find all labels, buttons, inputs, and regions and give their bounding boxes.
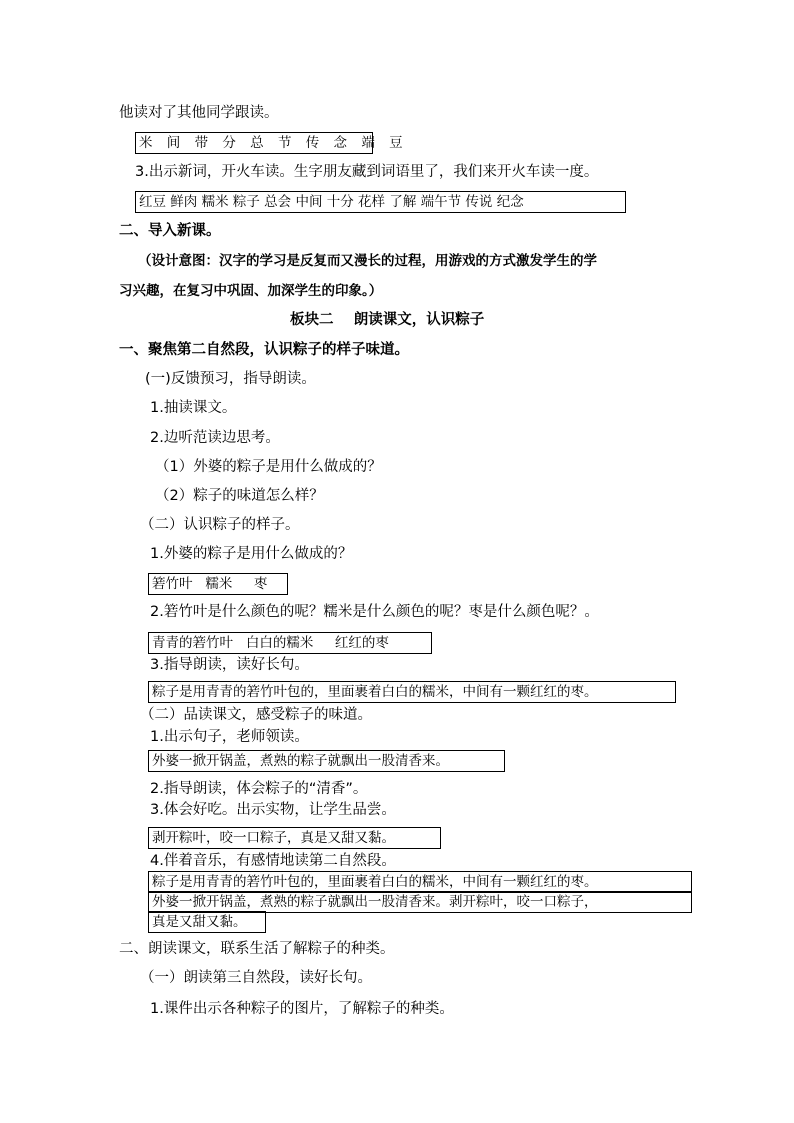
text-line: 他读对了其他同学跟读。	[119, 105, 279, 121]
text-line: 1.出示句子，老师领读。	[150, 729, 309, 745]
text-line: 2.边听范读边思考。	[150, 430, 280, 446]
word-box: 箬竹叶 糯米 枣	[148, 573, 288, 595]
sentence-box: 外婆一掀开锅盖，煮熟的粽子就飘出一股清香来。	[148, 750, 505, 772]
text-line: (一)反馈预习，指导朗读。	[145, 371, 316, 387]
text-line: （二）品读课文，感受粽子的味道。	[140, 707, 372, 723]
text-line: （1）外婆的粽子是用什么做成的？	[155, 459, 382, 475]
text-line: 3.指导朗读，读好长句。	[150, 657, 309, 673]
text-line: 4.伴着音乐，有感情地读第二自然段。	[150, 853, 396, 869]
paragraph-box: 真是又甜又黏。	[148, 911, 266, 933]
text-line: 1.外婆的粽子是用什么做成的？	[150, 546, 353, 562]
block-title: 板块二 朗读课文，认识粽子	[290, 312, 485, 328]
text-line: 3.出示新词，开火车读。生字朋友藏到词语里了，我们来开火车读一度。	[135, 164, 599, 180]
text-line: （2）粽子的味道怎么样？	[155, 488, 324, 504]
text-line: 1.课件出示各种粽子的图片，了解粽子的种类。	[150, 1001, 454, 1017]
phrase-box: 青青的箬竹叶 白白的糯米 红红的枣	[148, 632, 432, 654]
paragraph-box: 外婆一掀开锅盖，煮熟的粽子就飘出一股清香来。剥开粽叶，咬一口粽子，	[148, 891, 692, 913]
text-line: （一）朗读第三自然段，读好长句。	[140, 970, 372, 986]
design-intent: （设计意图：汉字的学习是反复而又漫长的过程，用游戏的方式激发学生的学	[138, 253, 597, 269]
section-heading: 一、聚焦第二自然段，认识粽子的样子味道。	[119, 342, 409, 358]
sentence-box: 剥开粽叶，咬一口粽子，真是又甜又黏。	[148, 827, 441, 849]
word-box: 红豆 鲜肉 糯米 粽子 总会 中间 十分 花样 了解 端午节 传说 纪念	[135, 191, 626, 213]
text-line: 1.抽读课文。	[150, 400, 237, 416]
paragraph-box: 粽子是用青青的箬竹叶包的，里面裹着白白的糯米，中间有一颗红红的枣。	[148, 871, 692, 893]
sentence-box: 粽子是用青青的箬竹叶包的，里面裹着白白的糯米，中间有一颗红红的枣。	[148, 681, 676, 703]
text-line: 2.箬竹叶是什么颜色的呢？糯米是什么颜色的呢？枣是什么颜色呢？。	[150, 604, 599, 620]
text-line: （二）认识粽子的样子。	[140, 517, 300, 533]
design-intent: 习兴趣，在复习中巩固、加深学生的印象。）	[119, 283, 383, 299]
text-line: 2.指导朗读，体会粽子的“清香”。	[150, 781, 368, 797]
character-box: 米 间 带 分 总 节 传 念 端 豆	[135, 132, 373, 154]
section-heading: 二、导入新课。	[119, 223, 221, 239]
section-heading: 二、朗读课文，联系生活了解粽子的种类。	[119, 941, 395, 957]
text-line: 3.体会好吃。出示实物，让学生品尝。	[150, 802, 396, 818]
